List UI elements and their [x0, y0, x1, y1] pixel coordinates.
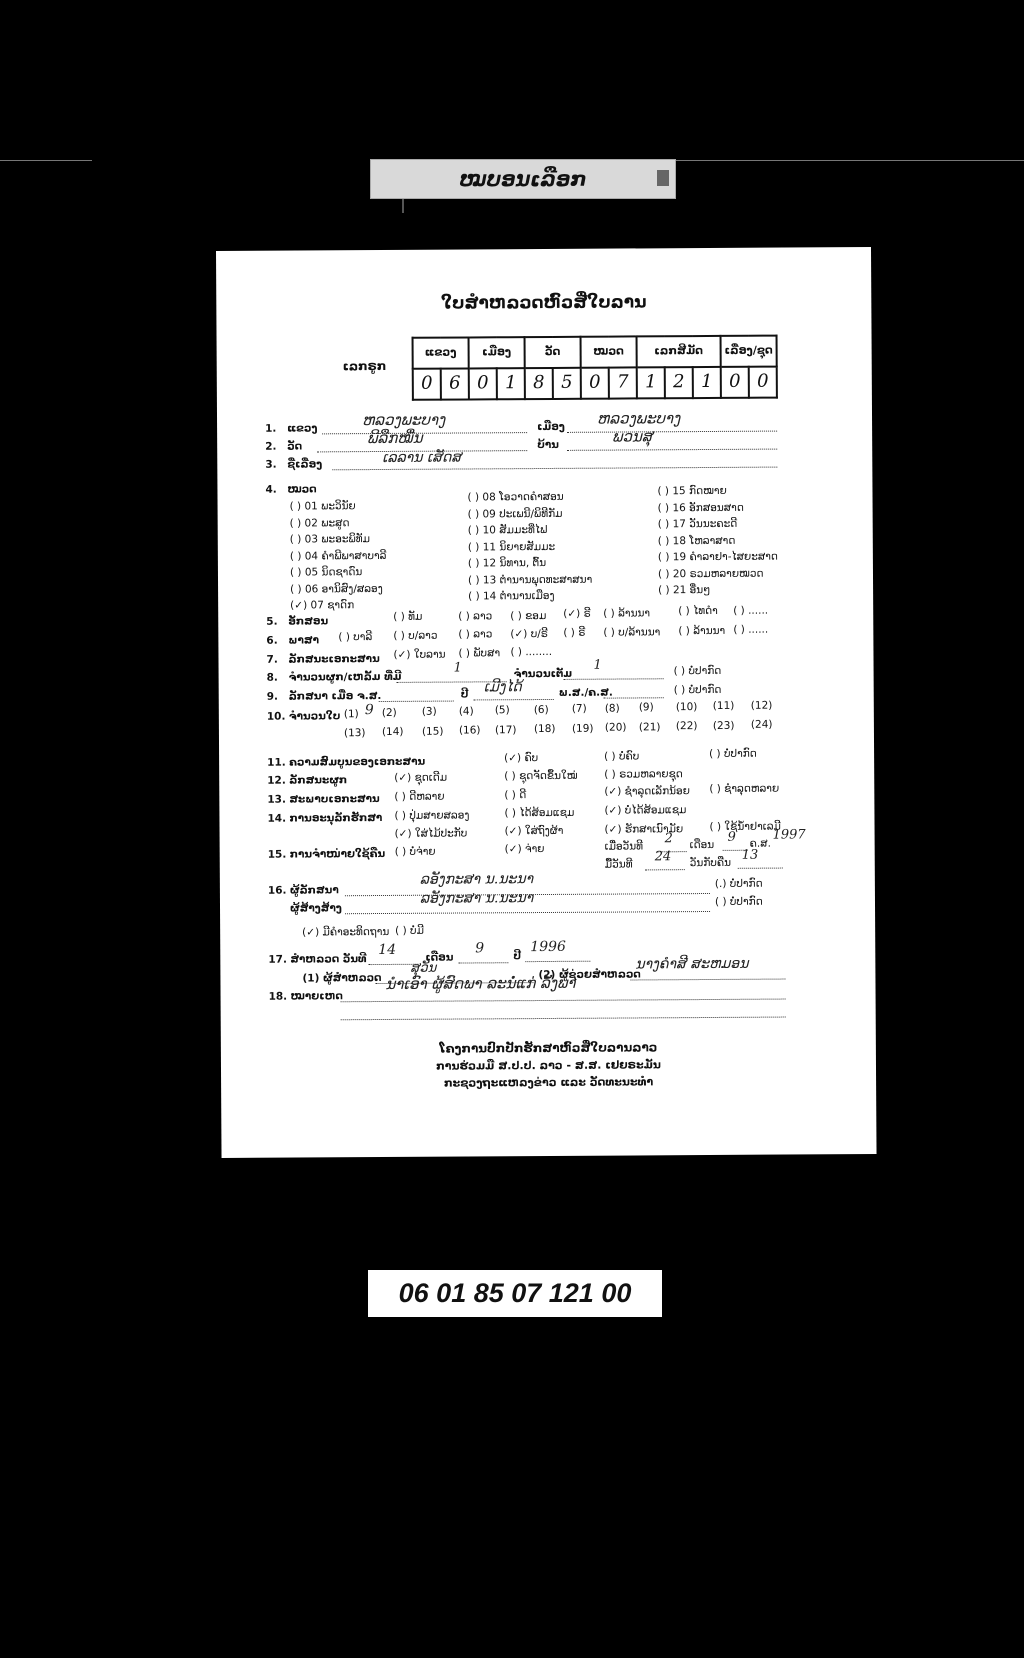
script-option[interactable]: ( ) ລາວ	[458, 610, 493, 623]
row2-num: 2.	[265, 440, 277, 453]
bottom-code-label	[368, 1270, 662, 1317]
notes-line	[341, 999, 786, 1003]
loan-year-label: ຄ.ສ.	[749, 837, 771, 850]
condition-option[interactable]: (✓) ບໍ່ໄດ້ສ້ອມແຊມ	[604, 804, 687, 817]
row16-label: ຜູ້ລັກສນາ	[289, 884, 339, 897]
label-corner-mark	[657, 170, 669, 186]
row7-num: 7.	[266, 653, 278, 666]
bundle-option[interactable]: ( ) ຊຳລຸດຫລາຍ	[709, 782, 780, 795]
code-digit: 0	[721, 367, 749, 398]
leaf-count-slot: (20)	[604, 721, 627, 734]
row5-num: 5.	[266, 615, 278, 628]
sec4-col2	[467, 489, 592, 605]
row9-num: 9.	[266, 690, 279, 703]
leaf-count-slot: (14)	[381, 725, 404, 738]
scanner-edge-line-right	[676, 160, 1024, 161]
language-option[interactable]: ( ) ......	[733, 623, 769, 636]
leaf-count-slot: (12)	[750, 699, 773, 712]
row9-unknown[interactable]: ( ) ບໍ່ປາກົດ	[673, 683, 722, 697]
leaf-count-slot: (21)	[638, 721, 661, 734]
loan-option[interactable]: (✓) ຈ່າຍ	[504, 843, 545, 856]
row8-line2	[564, 678, 664, 680]
sec4-col1	[290, 498, 387, 614]
row16b-label: ຜູ້ສ້າງສ້າງ	[289, 902, 342, 915]
row18-num: 18.	[268, 990, 288, 1003]
row8-unknown[interactable]: ( ) ບໍ່ປາກົດ	[673, 664, 722, 678]
scanner-edge-line-left	[0, 160, 92, 161]
row13-num: 13.	[267, 793, 286, 806]
return-label: ວັນກັບຄືນ	[689, 856, 732, 870]
row3-value: ເລລານ ເສັດສ	[382, 449, 462, 466]
sec4-label: ໝວດ	[287, 483, 317, 496]
survey-month-line	[458, 962, 508, 963]
code-header-bundle: ເລື່ອງ/ຊຸດ	[721, 336, 777, 367]
language-option[interactable]: ( ) ລ້ານນາ	[678, 624, 726, 638]
leaf-count-slot: (19)	[571, 722, 594, 735]
row13-label: ສະພາບເອກະສານ	[289, 793, 380, 806]
category-option[interactable]: ( ) 16 ອັກສອນສາດ	[657, 501, 744, 514]
category-option[interactable]: ( ) 18 ໂຫລາສາດ	[657, 534, 736, 547]
script-option[interactable]: ( ) ທັມ	[393, 610, 423, 623]
row15-label: ການຈຳໜ່າຍໃຊ້ຄືນ	[289, 847, 386, 861]
row1-label: ແຂວງ	[287, 422, 318, 435]
loan-date-label: ເມື່ອວັນທີ	[604, 840, 644, 853]
code-digit: 6	[441, 368, 469, 399]
leaf-count-slot: (13)	[343, 727, 366, 740]
script-option[interactable]: ( ) ໄທດຳ	[678, 604, 718, 618]
leaf-count-slot: (6)	[533, 703, 549, 717]
loan-day: 2	[664, 831, 673, 847]
row16b-unknown[interactable]: ( ) ບໍ່ປາກົດ	[714, 895, 763, 908]
category-option[interactable]: ( ) 15 ກົດໝາຍ	[657, 484, 727, 498]
row11-label: ຄວາມສົມບູນຂອງເອກະສານ	[289, 755, 426, 769]
code-digit: 0	[749, 367, 777, 398]
code-table	[412, 335, 778, 401]
form-title: ໃບສຳຫລວດຫົວສື່ໃບລານ	[440, 292, 647, 314]
footer-ministry: ກະຊວງຖະແຫລງຂ່າວ ແລະ ວັດທະນະທຳ	[443, 1075, 654, 1090]
category-option[interactable]: ( ) 03 ພະອະພິທັມ	[289, 533, 370, 546]
row11-num: 11.	[267, 756, 286, 769]
weekday-label: ມື້ວັນທີ	[604, 858, 633, 871]
row12-label: ລັກສນະຜູກ	[289, 774, 348, 787]
row8-label2: ຈຳນວນເຕັມ	[513, 667, 573, 681]
category-option[interactable]: ( ) 11 ນິຍາຍສັມມະ	[467, 540, 556, 553]
survey-year-label: ປີ	[513, 950, 521, 963]
language-option[interactable]: ( ) ຣີ	[563, 626, 586, 639]
row12-num: 12.	[267, 774, 286, 787]
leaf-count-slot: (18)	[533, 722, 556, 736]
category-option[interactable]: ( ) 12 ນິທານ, ຕົ້ນ	[467, 556, 547, 570]
category-option[interactable]: ( ) 06 ອານິສົງ/ສລອງ	[290, 582, 383, 596]
survey-form-paper	[216, 247, 877, 1158]
category-option[interactable]: ( ) 01 ພະວິນັຍ	[289, 500, 356, 513]
leaf-count-slot: (17)	[494, 724, 517, 737]
assistant-value: ນາງຄຳສີ ສະຫມອນ	[635, 955, 749, 973]
return-line	[738, 868, 783, 869]
row9-line	[379, 701, 454, 702]
code-digit: 7	[609, 367, 637, 398]
row17-num: 17.	[268, 953, 287, 966]
condition-option[interactable]: ( ) ໄດ້ສ້ອມແຊມ	[504, 806, 575, 820]
completeness-option[interactable]: ( ) ບໍ່ຄົບ	[604, 750, 640, 763]
leaf-count-slot: (8)	[604, 702, 620, 715]
leaf-count-slot: (9)	[638, 701, 654, 714]
leaf-count-slot: (1)	[343, 708, 359, 721]
bottom-code-text: 06 01 85 07 121 00	[398, 1278, 632, 1308]
code-digit: 0	[469, 368, 497, 399]
tick-mark	[402, 199, 404, 213]
row6-num: 6.	[266, 634, 278, 647]
language-option[interactable]: ( ) ບ/ລ້ານນາ	[603, 626, 661, 639]
row9-label: ລັກສນາ ເມື່ອ ຈ.ສ.	[288, 689, 382, 703]
material-option[interactable]: ( ) ພັບສາ	[458, 647, 501, 660]
row16-value: ລອັງກະສາ ນ.ນະນາ	[419, 871, 534, 888]
loan-month: 9	[727, 829, 736, 845]
sec4-col3	[657, 483, 778, 599]
leaf-count-slot: (3)	[421, 705, 437, 718]
loan-month-label: ເດືອນ	[689, 838, 715, 852]
weekday-line	[645, 869, 685, 870]
conservation-option[interactable]: ( ) ໃຊ້ນ້ຳຢາເລມີ	[709, 820, 781, 833]
row14-num: 14.	[267, 812, 287, 825]
survey-month: 9	[475, 940, 485, 957]
code-digit: 8	[525, 368, 553, 399]
material-option[interactable]: ( ) ........	[510, 645, 553, 659]
category-option[interactable]: ( ) 08 ໂອວາດຄຳສອນ	[467, 490, 564, 504]
script-option[interactable]: ( ) ລ້ານນາ	[603, 607, 651, 620]
code-digit: 1	[637, 367, 665, 398]
conservation-option[interactable]: (✓) ໃສ່ໄມ້ປະກັບ	[394, 827, 468, 840]
row10-label: ຈຳນວນໃບ	[288, 710, 341, 723]
code-digit: 2	[665, 367, 693, 398]
row1-num: 1.	[265, 422, 277, 435]
category-option[interactable]: ( ) 17 ວັນນະຄະດີ	[657, 517, 738, 531]
notes-value: ນຳເອົາ ຜູ້ສົດພາ ລະນໍ່ແກ່ ລັ້ງພາ	[385, 973, 576, 993]
row1-line	[322, 432, 527, 434]
language-option[interactable]: ( ) ບ/ລາວ	[393, 629, 438, 642]
category-option[interactable]: ( ) 13 ຕຳນານພຸດທະສາສນາ	[467, 573, 593, 586]
row8-value2: 1	[593, 657, 602, 673]
leaf-count-slot: (22)	[675, 720, 698, 733]
survey-year: 1996	[530, 938, 566, 956]
code-header-district: ເມືອງ	[469, 337, 525, 368]
code-digit: 1	[497, 368, 525, 399]
leaf-count-slot: (24)	[750, 718, 773, 731]
survey-month-label: ເດືອນ	[425, 951, 454, 964]
row2-value: ພີລືກໝື່ນ	[367, 428, 423, 448]
category-option[interactable]: (✓) 07 ຊາດົກ	[290, 599, 355, 612]
leaf-count-slot: (23)	[712, 719, 735, 732]
row15-num: 15.	[267, 848, 287, 861]
surveyor-value: ສຸວັນ	[410, 960, 437, 976]
code-digit: 1	[693, 367, 721, 398]
bundle-option[interactable]: ( ) ຊຸດຈັດຂຶ້ນໃໝ່	[504, 769, 578, 783]
category-option[interactable]: ( ) 19 ຄຳລາຢາ-ໄສຍະສາດ	[657, 550, 778, 564]
row8-value: 1	[453, 660, 462, 676]
row7-label: ລັກສນະເອກະສານ	[288, 653, 380, 666]
code-digit: 0	[581, 368, 609, 399]
script-option[interactable]: ( ) ......	[733, 604, 769, 617]
loan-year: 1997	[772, 827, 806, 843]
loan-option[interactable]: ( ) ບໍ່ຈ່າຍ	[394, 845, 436, 858]
leaf-count-slot: (11)	[712, 699, 735, 712]
row5-label: ອັກສອນ	[288, 615, 329, 628]
leaf-count-value: 9	[364, 702, 374, 719]
weekday-value: 24	[654, 849, 672, 865]
material-option[interactable]: (✓) ໃບລານ	[393, 648, 446, 661]
row16-num: 16.	[267, 884, 287, 897]
code-digit: 0	[413, 369, 441, 400]
row8-num: 8.	[266, 671, 278, 684]
row9-value2: ເມີງໄດ້	[483, 679, 522, 696]
bundle-option[interactable]: (✓) ຊຸດເດີມ	[394, 771, 448, 784]
condition-option[interactable]: ( ) ດີຫລາຍ	[394, 790, 445, 803]
row16b-line	[345, 911, 710, 914]
row9-label3: ພ.ສ./ຄ.ສ.	[558, 686, 613, 699]
leaf-count-slot: (15)	[421, 725, 444, 738]
leaf-count-slot: (5)	[494, 704, 510, 717]
row3-label: ຊື່ເລື່ອງ	[287, 458, 323, 471]
conservation-option[interactable]: (✓) ໃສ່ຖົງຜ້າ	[504, 824, 564, 838]
row14-label: ການອະນຸລັກຮັກສາ	[289, 811, 383, 825]
leaf-count-slot: (2)	[381, 706, 397, 719]
leaf-count-slot: (16)	[458, 724, 481, 737]
row3-num: 3.	[265, 458, 277, 471]
code-header-province: ແຂວງ	[413, 337, 469, 368]
bundle-option[interactable]: ( ) ຣວມຫລາຍຊຸດ	[604, 768, 683, 781]
row18-label: ໝາຍເຫດ	[290, 990, 343, 1003]
script-option[interactable]: (✓) ຣີ	[563, 607, 591, 620]
category-option[interactable]: ( ) 05 ນິດຊາດົນ	[289, 566, 363, 579]
survey-year-line	[525, 961, 590, 962]
row8-label: ຈຳນວນຜູກ/ເຫລັ້ມ ທີ່ມີ	[288, 670, 402, 684]
leaf-count-slot: (7)	[571, 702, 587, 715]
conservation-option[interactable]: (✓) ຮັກສາເນົາມັຍ	[604, 823, 684, 836]
row2-label: ວັດ	[287, 440, 303, 453]
row9-label2: ປີ	[460, 688, 469, 701]
row6-label: ພາສາ	[288, 634, 319, 647]
row3-line	[332, 467, 777, 471]
surveyor-label: (1) ຜູ້ສຳຫລວດ	[302, 972, 382, 985]
language-option[interactable]: (✓) ບ/ຣີ	[510, 627, 548, 641]
bundle-option[interactable]: (✓) ຊຳລຸດເລັກນ້ອຍ	[604, 785, 690, 798]
return-value: 13	[741, 847, 759, 863]
row16b-value: ລອັງກະສາ ນ.ນະນາ	[419, 890, 534, 907]
row1-line2	[567, 431, 777, 433]
category-option[interactable]: ( ) 14 ຕຳນານເມືອງ	[468, 589, 555, 603]
completeness-option[interactable]: ( ) ບໍ່ປາກົດ	[709, 747, 757, 760]
conservation-option[interactable]: ( ) ປຸ່ມສາຍສລອງ	[394, 809, 470, 822]
dedication-option[interactable]: (✓) ມີຄຳອະທິດຖານ	[302, 925, 390, 939]
assistant-line	[630, 979, 785, 981]
code-label: ເລກຣູກ	[342, 358, 387, 374]
code-digit: 5	[553, 368, 581, 399]
row16-unknown[interactable]: (.) ບໍ່ປາກົດ	[714, 877, 763, 890]
row2-label2: ບ້ານ	[537, 438, 559, 452]
code-header-temple: ວັດ	[525, 337, 581, 368]
row2-value2: ພວນສຸ	[612, 427, 653, 446]
leaf-count-slot: (4)	[458, 705, 474, 718]
script-option[interactable]: ( ) ຂອມ	[510, 609, 547, 623]
top-label	[370, 159, 676, 199]
condition-option[interactable]: ( ) ດີ	[504, 789, 527, 802]
sec4-num: 4.	[265, 483, 277, 496]
code-header-serial: ເລກສີມັດ	[637, 336, 721, 368]
category-option[interactable]: ( ) 21 ອື່ນໆ	[658, 583, 711, 597]
category-option[interactable]: ( ) 04 ຄຳພີພາສາບາລີ	[289, 549, 387, 563]
row1-value2: ຫລວງພະບາງ	[596, 409, 681, 428]
row10-num: 10.	[266, 710, 286, 723]
language-option[interactable]: ( ) ລາວ	[458, 628, 493, 641]
row9-line3	[604, 697, 664, 698]
footer-project: ໂຄງການປົກປັກຮັກສາຫົວສື່ໃບລານລາວ	[439, 1040, 658, 1056]
category-option[interactable]: ( ) 10 ສັມມະທີ່ໄຟ	[467, 523, 548, 537]
language-option[interactable]: ( ) ບາລີ	[338, 631, 373, 644]
leaf-count-slot: (10)	[675, 701, 698, 714]
notes-line-2	[341, 1017, 786, 1021]
dedication-option[interactable]: ( ) ບໍ່ມີ	[395, 924, 425, 937]
row2-line2	[567, 449, 777, 451]
row1-value: ຫລວງພະບາງ	[361, 410, 446, 430]
row17-label: ສຳຫລວດ ວັນທີ	[290, 953, 367, 966]
row1-label2: ເມືອງ	[537, 420, 565, 434]
footer-cooperation: ການຮ່ວມມື ສ.ປ.ປ. ລາວ - ສ.ສ. ເຢຍຣະມັນ	[436, 1058, 661, 1073]
category-option[interactable]: ( ) 09 ປະເພນີ/ພິທີກັມ	[467, 507, 563, 520]
survey-day: 14	[378, 941, 397, 959]
category-option[interactable]: ( ) 20 ຣວມຫລາຍໝວດ	[657, 567, 764, 580]
completeness-option[interactable]: (✓) ຄົບ	[504, 752, 539, 765]
category-option[interactable]: ( ) 02 ພະສູດ	[289, 516, 350, 530]
row9-line2	[474, 699, 554, 700]
code-header-category: ໝວດ	[581, 336, 637, 367]
assistant-label: (2) ຜູ້ຊ່ວຍສຳຫລວດ	[538, 968, 641, 982]
top-label-text: ໝບອນເລືອກ	[459, 167, 587, 191]
